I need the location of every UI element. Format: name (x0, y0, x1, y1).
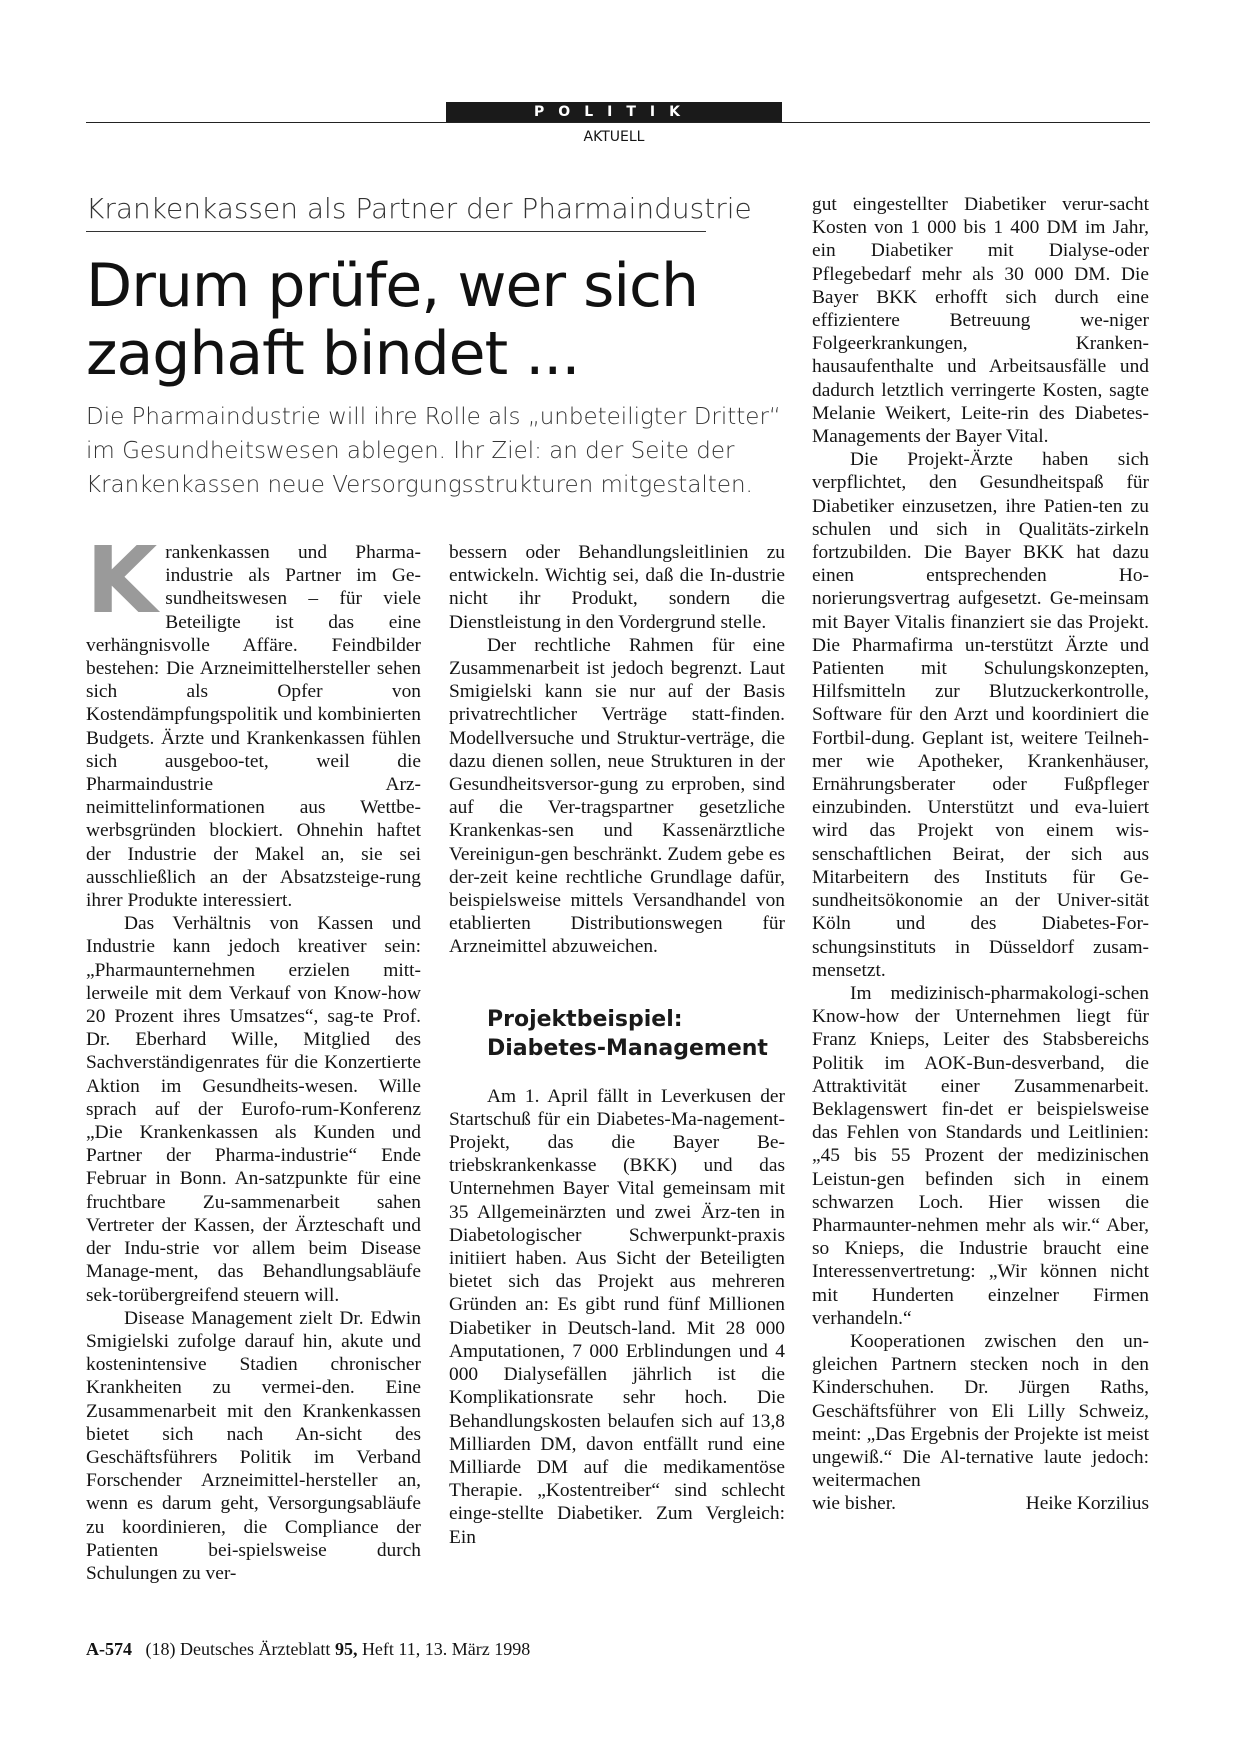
author-line: wie bisher. Heike Korzilius (812, 1493, 1149, 1515)
body-column-2 (449, 541, 785, 1549)
body-column-3 (812, 193, 1149, 1516)
citation-journal: (18) Deutsches Ärzteblatt (145, 1639, 331, 1659)
body-paragraph: Im medizinisch-pharmakologi-schen Know-how der Unternehmen liegt für Franz Knieps, Leiter des Stabsbereichs Politik im AOK-Bun-desverband, die Attraktivität einer Zusammenarbeit. Beklagenswert fin-det er beispielsweise das Fehlen von Standards und Leitlinien: „45 bis 55 Prozent der medizinischen Leistun-gen befinden sich in einem schwarzen Loch. Hier wissen die Pharmaunter-nehmen mehr als wir.“ Aber, so Knieps, die Industrie braucht eine Interessenvertretung: „Wir können nicht mit Hunderten einzelner Firmen verhandeln.“ (812, 982, 1149, 1329)
subsection-label: AKTUELL (583, 129, 645, 145)
body-paragraph: Das Verhältnis von Kassen und Industrie kann jedoch kreativer sein: „Pharmaunternehmen erzielen mitt-lerweile mit dem Verkauf von Know-how 20 Prozent ihres Umsatzes“, sag-te Prof. Dr. Eberhard Wille, Mitglied des Sachverständigenrates für die Konzertierte Aktion im Gesundheits-wesen. Wille sprach auf der Eurofo-rum-Konferenz „Die Krankenkassen als Kunden und Partner der Pharma-industrie“ Ende Februar in Bonn. An-satzpunkte für eine fruchtbare Zu-sammenarbeit sahen Vertreter der Kassen, der Ärzteschaft und der Indu-strie vor allem beim Disease Manage-ment, das Behandlungsabläufe sek-torübergreifend steuern will. (86, 913, 421, 1306)
article-headline (86, 252, 726, 388)
page-footer (86, 1638, 530, 1660)
citation-issue: Heft 11, 13. März 1998 (361, 1639, 531, 1659)
body-paragraph: gut eingestellter Diabetiker verur-sacht Kosten von 1 000 bis 1 400 DM im Jahr, ein Diabetiker mit Dialyse-oder Pflegebedarf mehr als 30 000 DM. Die Bayer BKK erhofft sich durch eine effizientere Betreuung we-niger Folgeerkrankungen, Kranken-hausaufenthalte und Arbeitsausfälle und dadurch letztlich verringerte Kosten, sagte Melanie Weikert, Leite-rin des Diabetes-Managements der Bayer Vital. (812, 194, 1149, 448)
body-column-1 (86, 527, 421, 1585)
body-paragraph: Die Projekt-Ärzte haben sich verpflichtet, den Gesundheitspaß für Diabetiker einzusetzen, ihre Patien-ten zu schulen und sich in Qualitäts-zirkeln fortzubilden. Die Bayer BKK hat dazu einen entsprechenden Ho-norierungsvertrag aufgesetzt. Ge-meinsam mit Bayer Vitalis finanziert sie das Projekt. Die Pharmafirma un-terstützt Ärzte und Patienten mit Schulungskonzepten, Hilfsmitteln zur Blutzuckerkontrolle, Software für den Arzt und koordiniert die Fortbil-dung. Geplant ist, weitere Teilneh-mer wie Apotheker, Krankenhäuser, Ernährungsberater oder Fußpfleger einzubinden. Unterstützt und eva-luiert wird das Projekt von einem wis-senschaftlichen Beirat, der sich aus Mitarbeitern des Instituts für Ge-sundheitsökonomie an der Univer-sität Köln und des Diabetes-For-schungsinstituts in Düsseldorf zusam-mensetzt. (812, 449, 1149, 981)
body-paragraph: Kooperationen zwischen den un-gleichen Partnern stecken noch in den Kinderschuhen. Dr. Jürgen Raths, Geschäftsführer von Eli Lilly Schweiz, meint: „Das Ergebnis der Projekte ist meist ungewiß.“ Die Al-ternative laute jedoch: weitermachen (812, 1330, 1149, 1492)
header-rule (86, 122, 1150, 123)
body-paragraph: Disease Management zielt Dr. Edwin Smigielski zufolge darauf hin, akute und kostenintensive Stadien chronischer Krankheiten zu vermei-den. Eine Zusammenarbeit mit den Krankenkassen bietet sich nach An-sicht des Geschäftsführers Politik im Verband Forschender Arzneimittel-hersteller an, wenn es darum geht, Versorgungsabläufe zu koordinieren, die Compliance der Patienten bei-spielsweise durch Schulungen zu ver- (86, 1307, 421, 1584)
article-lead: Die Pharmaindustrie will ihre Rolle als „unbeteiligter Dritter“ im Gesundheitswesen ablegen. Ihr Ziel: an der Seite der Krankenkassen neue Versorgungsstrukturen mitgestalten. (86, 404, 781, 498)
body-paragraph: Am 1. April fällt in Leverkusen der Startschuß für ein Diabetes-Ma-nagement-Projekt, das die Bayer Be-triebskrankenkasse (BKK) und das Unternehmen Bayer Vital gemeinsam mit 35 Allgemeinärzten und zwei Ärz-ten in Diabetologischer Schwerpunkt-praxis initiiert haben. Aus Sicht der Beteiligten bietet sich das Projekt aus mehreren Gründen an: Es gibt rund fünf Millionen Diabetiker in Deutsch-land. Mit 28 000 Amputationen, 7 000 Erblindungen und 4 000 Dialysefällen jährlich ist die Komplikationsrate sehr hoch. Die Behandlungskosten belaufen sich auf 13,8 Milliarden DM, davon entfällt rund eine Milliarde DM auf die medikamentöse Therapie. „Kostentreiber“ sind schlecht einge-stellte Diabetiker. Zum Vergleich: Ein (449, 1085, 785, 1548)
headline-line-1: Drum prüfe, wer sich (86, 251, 699, 321)
body-paragraph: bessern oder Behandlungsleitlinien zu entwickeln. Wichtig sei, daß die In-dustrie nicht ihr Produkt, sondern die Dienstleistung in den Vordergrund stelle. (449, 542, 785, 633)
section-label: POLITIK (446, 102, 782, 122)
author-name: Heike Korzilius (1025, 1493, 1149, 1515)
body-paragraph: Krankenkassen und Pharma-industrie als Partner im Ge-sundheitswesen – für viele Beteiligte ist das eine verhängnisvolle Affäre. Feindbilder bestehen: Die Arzneimittelhersteller sehen sich als Opfer von Kostendämpfungspolitik und kombinierten Budgets. Ärzte und Krankenkassen fühlen sich ausgeboo-tet, weil die Pharmaindustrie Arz-neimittelinformationen aus Wettbe-werbsgründen blockiert. Ohnehin haftet der Industrie der Makel an, sie sei ausschließlich an der Absatzsteige-rung ihrer Produkte interessiert. (86, 527, 421, 912)
citation-volume: 95, (334, 1639, 358, 1659)
article-kicker: Krankenkassen als Partner der Pharmaindustrie (86, 190, 706, 232)
page-number: A-574 (86, 1639, 132, 1659)
body-paragraph: Der rechtliche Rahmen für eine Zusammenarbeit ist jedoch begrenzt. Laut Smigielski kann sie nur auf der Basis privatrechtlicher Verträge statt-finden. Modellversuche und Struktur-verträge, die dazu dienen sollen, neue Strukturen in der Gesundheitsversor-gung zu erproben, sind auf die Ver-tragspartner gesetzliche Krankenkas-sen und Kassenärztliche Vereinigun-gen beschränkt. Zudem gebe es der-zeit keine rechtliche Grundlage dafür, beispielsweise mittels Versandhandel von etablierten Distributionswegen für Arzneimittel abzuweichen. (449, 634, 785, 958)
subheading: Projektbeispiel: Diabetes-Management (487, 1006, 768, 1061)
drop-cap: K (86, 527, 158, 634)
headline-line-2: zaghaft bindet ... (86, 319, 580, 389)
